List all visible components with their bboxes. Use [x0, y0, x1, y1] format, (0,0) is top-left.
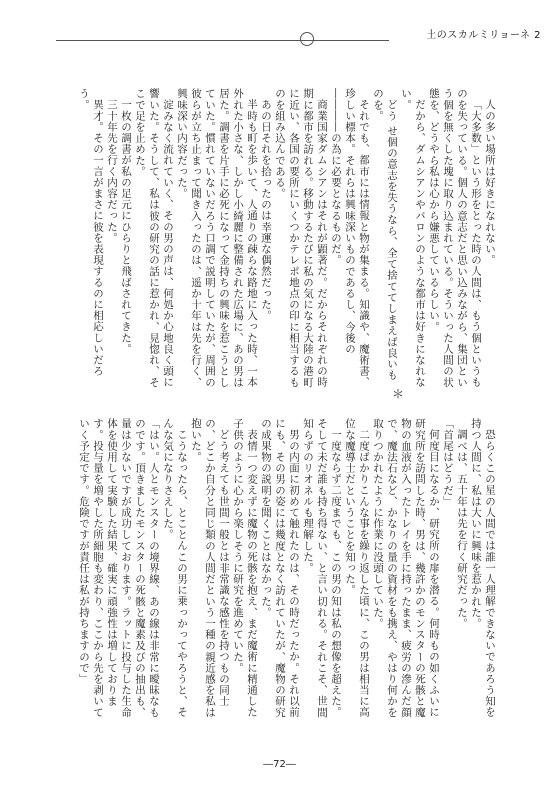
paragraph: 調べは、五十年は先を行く研究だった。: [456, 428, 468, 629]
paragraph: だから、ダムシアンやバロンのような都市は好きになれない。: [400, 88, 426, 388]
paragraph: 三十年先を行く内容だった。: [106, 98, 118, 243]
paragraph: それでも、都市には情報と物が集まる。知識や、魔術書、珍しい標本。それらは興味深いものであるし、今後の――――の為に必要となるものだ。: [330, 88, 370, 388]
paragraph: 表情一つ変えずに魔物の死骸を抱え、まだ魔術に精通した子供のように心から楽しそうに研究を進めていた。: [232, 418, 258, 718]
paragraph: 二度ばかりこんな事を繰り返した頃に、この男は相当に高位な魔導士だということを知った。: [344, 418, 370, 718]
text-block-upper: [57, 88, 497, 388]
header-ornament: [300, 32, 314, 46]
header-rule: [56, 40, 389, 41]
paragraph: 「大多数」という形をとった時の人間は、もう個というものを失っている。個人の意志だと思い込みながら、集団という個を無くした塊に取り込まれている。そういった人間の状態を、どうやら私は心から嫌悪しているらしい。: [428, 88, 482, 388]
paragraph: 商業国家ダムシアンはそれが顕著だ。だからそれぞれの時期に都市を訪れる。移動するたびに私の気になる大陸の港町に近い、各国の要所にいくつかテレポ地点の印に相当するものを組み込んである。: [274, 88, 328, 388]
paragraph: どう せ個の意志を失うなら、全て捨ててしまえば良いものを。: [372, 88, 398, 380]
paragraph: 男の内面に初めて触れたのは、その時だったか。それ以前にも、その男の姿には幾度となく訪れていたが、魔物の研究の成果物の説明を聞くことはなかった。: [260, 418, 300, 718]
section-separator: ＊: [392, 387, 405, 401]
dialogue: 「首尾はどうだ」: [442, 418, 454, 507]
text-block-lower: [57, 418, 497, 728]
running-title: 土のスカルミリョーネ 2: [426, 30, 541, 41]
paragraph: 恐らくこの星の人間では誰一人理解できないであろう知を持つ人間に、私は大いに興味を惹かれた。: [470, 418, 496, 718]
paragraph: こうなったら、とことんこの男に乗っかってやろうと、そんな気になりさえした。: [162, 418, 188, 718]
paragraph: 一度ならず二度までも、この男の知は私の想像を超えた。そして未だ誰も持ち得ない、と言い切れる。それこそ、世間知らずのリオネルも理解した。: [302, 418, 342, 718]
paragraph: あの日それを拾ったのは幸運な偶然だった。: [260, 98, 272, 321]
paragraph: 人の多い場所は好きになれない。: [484, 98, 496, 265]
paragraph: 何度目になるか、研究所の扉を潜る。何時もの如くふいに研究所を訪問した時、男は、幾許かのモンスターの死骸と魔物の血液が入ったトレイを手に持ったまま、疲労の滲んだ顔で、魔法石など、かなりの量の資材をも携え、やはり何かを取りつかれたように作業に没頭していた。: [372, 418, 440, 718]
paragraph: 淀みなく流れていく、その男の声は、何処か心地良く頭に響いた。そうして、私は彼の研究の話に惹かれ、見惚れ、そこで足を止めた。: [134, 88, 174, 388]
page-number: ―72―: [263, 759, 296, 770]
paragraph: 一枚の調書が私の足元にひらりと飛ばされてきた。: [120, 98, 132, 354]
paragraph: 半時も町を歩いて、人通りの疎らな路地に入った時、一本外れた小さな、しかし小綺麗に整備された広場に、あの男は居た。調書を片手に必死になって金持ちの興味を惹こうとしていた。慣れていないだろう口調で説明していたが、周囲の彼らが立ち止まって聞き入ったのは、遥か十年は先を行く、興味深い内容だった。: [176, 88, 258, 388]
paragraph: 異才。その一言がまさに彼を表現するのに相応しいだろう。: [78, 88, 104, 376]
paragraph: どう考えても世間一般とは非常識な感性を持つもの同士の、どこか自分と同じ類の人間だという一種の親近感を私は抱いた。: [190, 418, 230, 718]
dialogue: 「はい。人とモンスターの境界線、あの線は非常に曖昧なものです。頂きましたモンスターの死骸と魔素及びの抽出も、量は少ないですが成功しております。ラットに投与した生命体を使用して実験した結果、確実に頑強性は増しております。投与量を増やした所細胞も変わり、ここから先を剥いていく予定です。危険ですが責任は私が持ちますので」: [78, 418, 160, 718]
